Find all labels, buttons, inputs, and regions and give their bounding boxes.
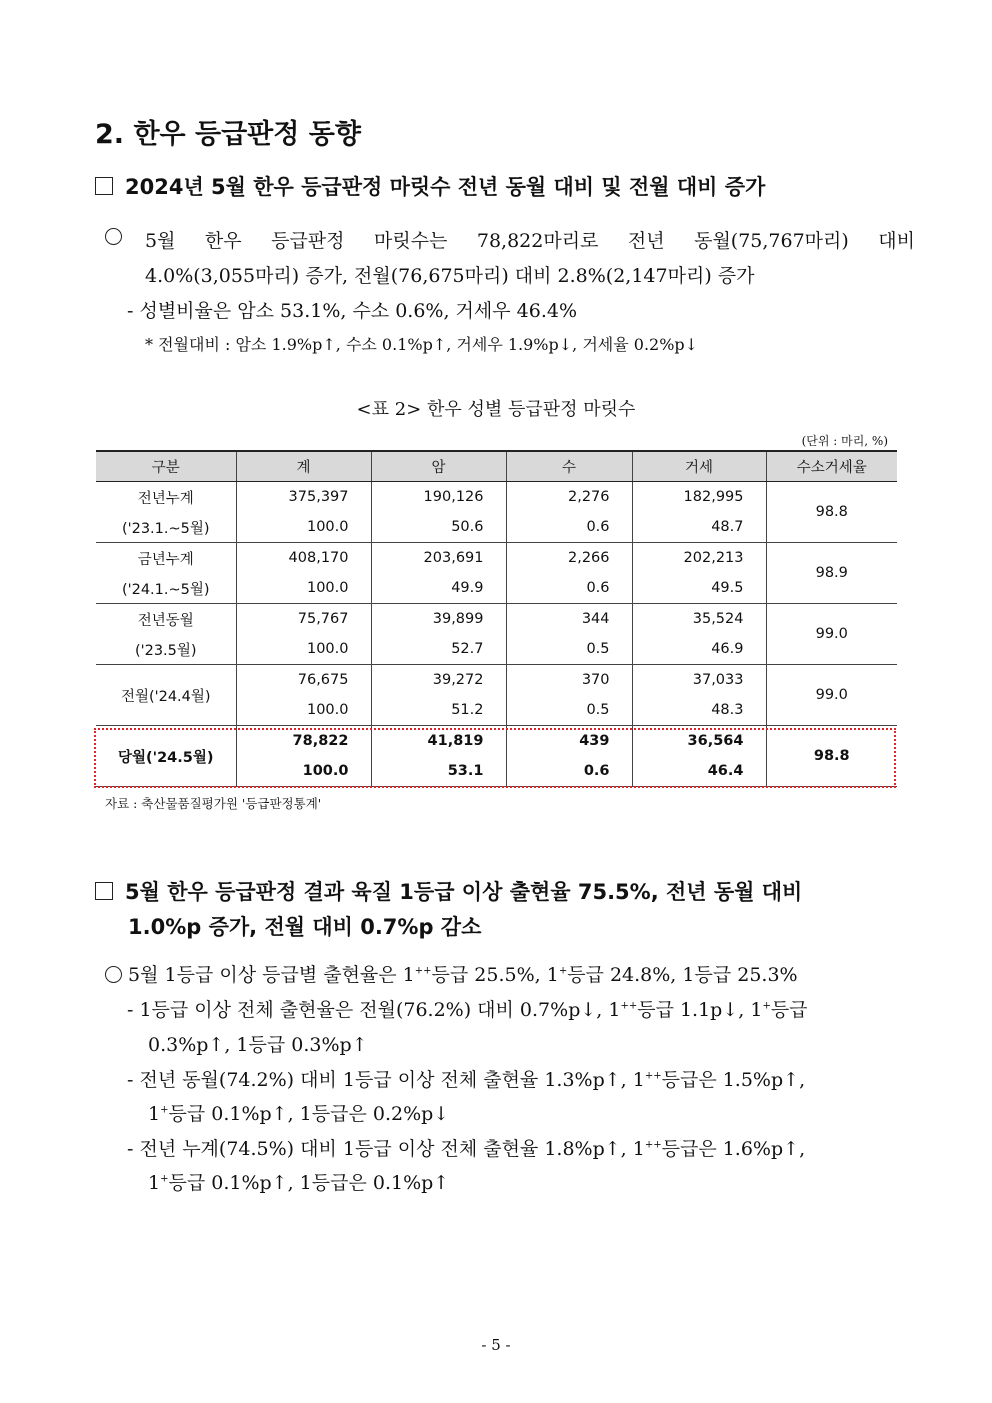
row-label: 전년동월 bbox=[96, 604, 236, 635]
table-row bbox=[96, 543, 897, 574]
cell: 203,691 bbox=[371, 543, 506, 574]
cell: 39,272 bbox=[371, 665, 506, 696]
ratio-cell: 98.9 bbox=[766, 543, 897, 604]
checkbox-square-icon bbox=[95, 882, 113, 900]
cell: 39,899 bbox=[371, 604, 506, 635]
col-header: 암 bbox=[371, 451, 506, 482]
col-header: 거세 bbox=[632, 451, 766, 482]
table-row bbox=[96, 482, 897, 513]
sup: + bbox=[558, 965, 568, 977]
heading-2-line-1: 5월 한우 등급판정 결과 육질 1등급 이상 출현율 75.5%, 전년 동월 대비 bbox=[125, 880, 803, 904]
table-unit: (단위 : 마리, %) bbox=[801, 434, 888, 448]
cell: 344 bbox=[506, 604, 632, 635]
table-row bbox=[96, 665, 897, 696]
checkbox-square-icon bbox=[95, 177, 113, 195]
sup: + bbox=[762, 1000, 771, 1012]
heading-2-line-2: 1.0%p 증가, 전월 대비 0.7%p 감소 bbox=[128, 915, 482, 939]
cell: 439 bbox=[506, 726, 632, 757]
text: - 전년 누계(74.5%) 대비 1등급 이상 전체 출현율 1.8%p↑, 1 bbox=[127, 1138, 645, 1160]
text: 등급은 1.5%p↑, bbox=[661, 1069, 806, 1091]
cell: 182,995 bbox=[632, 482, 766, 513]
text: 등급은 1.6%p↑, bbox=[661, 1138, 806, 1160]
ratio-cell: 98.8 bbox=[766, 482, 897, 543]
para-2-sub-2 bbox=[127, 1065, 805, 1092]
col-header: 수소거세율 bbox=[766, 451, 897, 482]
cell: 375,397 bbox=[236, 482, 371, 513]
para-2-sub-2-line-2 bbox=[148, 1099, 449, 1126]
para-1-sub: - 성별비율은 암소 53.1%, 수소 0.6%, 거세우 46.4% bbox=[127, 300, 578, 322]
cell: 48.3 bbox=[632, 695, 766, 726]
cell: 76,675 bbox=[236, 665, 371, 696]
text: 1 bbox=[148, 1103, 161, 1125]
row-label: 금년누계 bbox=[96, 543, 236, 574]
cell: 2,266 bbox=[506, 543, 632, 574]
col-header: 수 bbox=[506, 451, 632, 482]
cell: 75,767 bbox=[236, 604, 371, 635]
cell: 49.5 bbox=[632, 573, 766, 604]
ratio-cell: 99.0 bbox=[766, 665, 897, 726]
col-header: 계 bbox=[236, 451, 371, 482]
text: 등급 bbox=[770, 999, 808, 1021]
cell: 46.9 bbox=[632, 634, 766, 665]
text: 1 bbox=[148, 1172, 161, 1194]
ratio-cell: 99.0 bbox=[766, 604, 897, 665]
sup: ++ bbox=[414, 965, 432, 977]
col-header: 구분 bbox=[96, 451, 236, 482]
heading-1-text: 2024년 5월 한우 등급판정 마릿수 전년 동월 대비 및 전월 대비 증가 bbox=[125, 175, 766, 199]
cell: 0.5 bbox=[506, 634, 632, 665]
row-label: ('23.5월) bbox=[96, 634, 236, 665]
text: 등급 25.5%, 1 bbox=[431, 964, 559, 986]
cell: 0.6 bbox=[506, 756, 632, 787]
cell: 48.7 bbox=[632, 512, 766, 543]
text: 등급 24.8%, 1등급 25.3% bbox=[567, 964, 798, 986]
para-1-note: * 전월대비 : 암소 1.9%p↑, 수소 0.1%p↑, 거세우 1.9%p↓, 거세율 0.2%p↓ bbox=[145, 335, 699, 354]
cell: 100.0 bbox=[236, 634, 371, 665]
cell: 41,819 bbox=[371, 726, 506, 757]
circle-bullet-icon bbox=[105, 228, 122, 245]
row-label: 전년누계 bbox=[96, 482, 236, 513]
cell: 100.0 bbox=[236, 512, 371, 543]
cell: 202,213 bbox=[632, 543, 766, 574]
cell: 2,276 bbox=[506, 482, 632, 513]
cell: 370 bbox=[506, 665, 632, 696]
cell: 51.2 bbox=[371, 695, 506, 726]
sup: + bbox=[160, 1173, 169, 1185]
cell: 190,126 bbox=[371, 482, 506, 513]
cell: 78,822 bbox=[236, 726, 371, 757]
cell: 49.9 bbox=[371, 573, 506, 604]
sup: ++ bbox=[644, 1070, 662, 1082]
cell: 36,564 bbox=[632, 726, 766, 757]
para-1-line-1: 5월 한우 등급판정 마릿수는 78,822마리로 전년 동월(75,767마리) 대비 bbox=[145, 230, 915, 252]
row-label: ('24.1.~5월) bbox=[96, 573, 236, 604]
para-2-sub-1 bbox=[127, 995, 808, 1022]
para-2-sub-3-line-2 bbox=[148, 1168, 449, 1195]
cell: 0.6 bbox=[506, 512, 632, 543]
row-label: 전월('24.4월) bbox=[96, 665, 236, 726]
heading-2 bbox=[95, 876, 802, 906]
text: - 전년 동월(74.2%) 대비 1등급 이상 전체 출현율 1.3%p↑, 1 bbox=[127, 1069, 645, 1091]
sup: ++ bbox=[620, 1000, 638, 1012]
table-row bbox=[96, 604, 897, 635]
para-2-main bbox=[105, 960, 798, 987]
cell: 100.0 bbox=[236, 756, 371, 787]
section-title: 2. 한우 등급판정 동향 bbox=[95, 119, 361, 150]
table-source: 자료 : 축산물품질평가원 '등급판정통계' bbox=[105, 796, 322, 811]
heading-1 bbox=[95, 171, 765, 201]
cell: 50.6 bbox=[371, 512, 506, 543]
cell: 0.6 bbox=[506, 573, 632, 604]
para-1 bbox=[105, 226, 915, 252]
text: - 1등급 이상 전체 출현율은 전월(76.2%) 대비 0.7%p↓, 1 bbox=[127, 999, 621, 1021]
text: 5월 1등급 이상 등급별 출현율은 1 bbox=[128, 964, 415, 986]
para-2-sub-3 bbox=[127, 1134, 805, 1161]
cell: 52.7 bbox=[371, 634, 506, 665]
cell: 408,170 bbox=[236, 543, 371, 574]
text: 등급 0.1%p↑, 1등급은 0.2%p↓ bbox=[168, 1103, 450, 1125]
text: 등급 0.1%p↑, 1등급은 0.1%p↑ bbox=[168, 1172, 450, 1194]
grading-table bbox=[96, 450, 897, 787]
para-1-line-2: 4.0%(3,055마리) 증가, 전월(76,675마리) 대비 2.8%(2,147마리) 증가 bbox=[145, 265, 755, 287]
cell: 35,524 bbox=[632, 604, 766, 635]
text: 등급 1.1p↓, 1 bbox=[637, 999, 763, 1021]
page-number: - 5 - bbox=[481, 1336, 511, 1354]
sup: + bbox=[160, 1104, 169, 1116]
cell: 46.4 bbox=[632, 756, 766, 787]
sup: ++ bbox=[644, 1139, 662, 1151]
cell: 37,033 bbox=[632, 665, 766, 696]
cell: 53.1 bbox=[371, 756, 506, 787]
para-2-sub-1-line-2: 0.3%p↑, 1등급 0.3%p↑ bbox=[148, 1034, 368, 1056]
table-caption: <표 2> 한우 성별 등급판정 마릿수 bbox=[356, 399, 636, 420]
table-row bbox=[96, 726, 897, 757]
circle-bullet-icon bbox=[105, 966, 122, 983]
row-label: 당월('24.5월) bbox=[96, 726, 236, 787]
ratio-cell: 98.8 bbox=[766, 726, 897, 787]
cell: 100.0 bbox=[236, 695, 371, 726]
table-header-row bbox=[96, 451, 897, 482]
cell: 0.5 bbox=[506, 695, 632, 726]
row-label: ('23.1.~5월) bbox=[96, 512, 236, 543]
cell: 100.0 bbox=[236, 573, 371, 604]
